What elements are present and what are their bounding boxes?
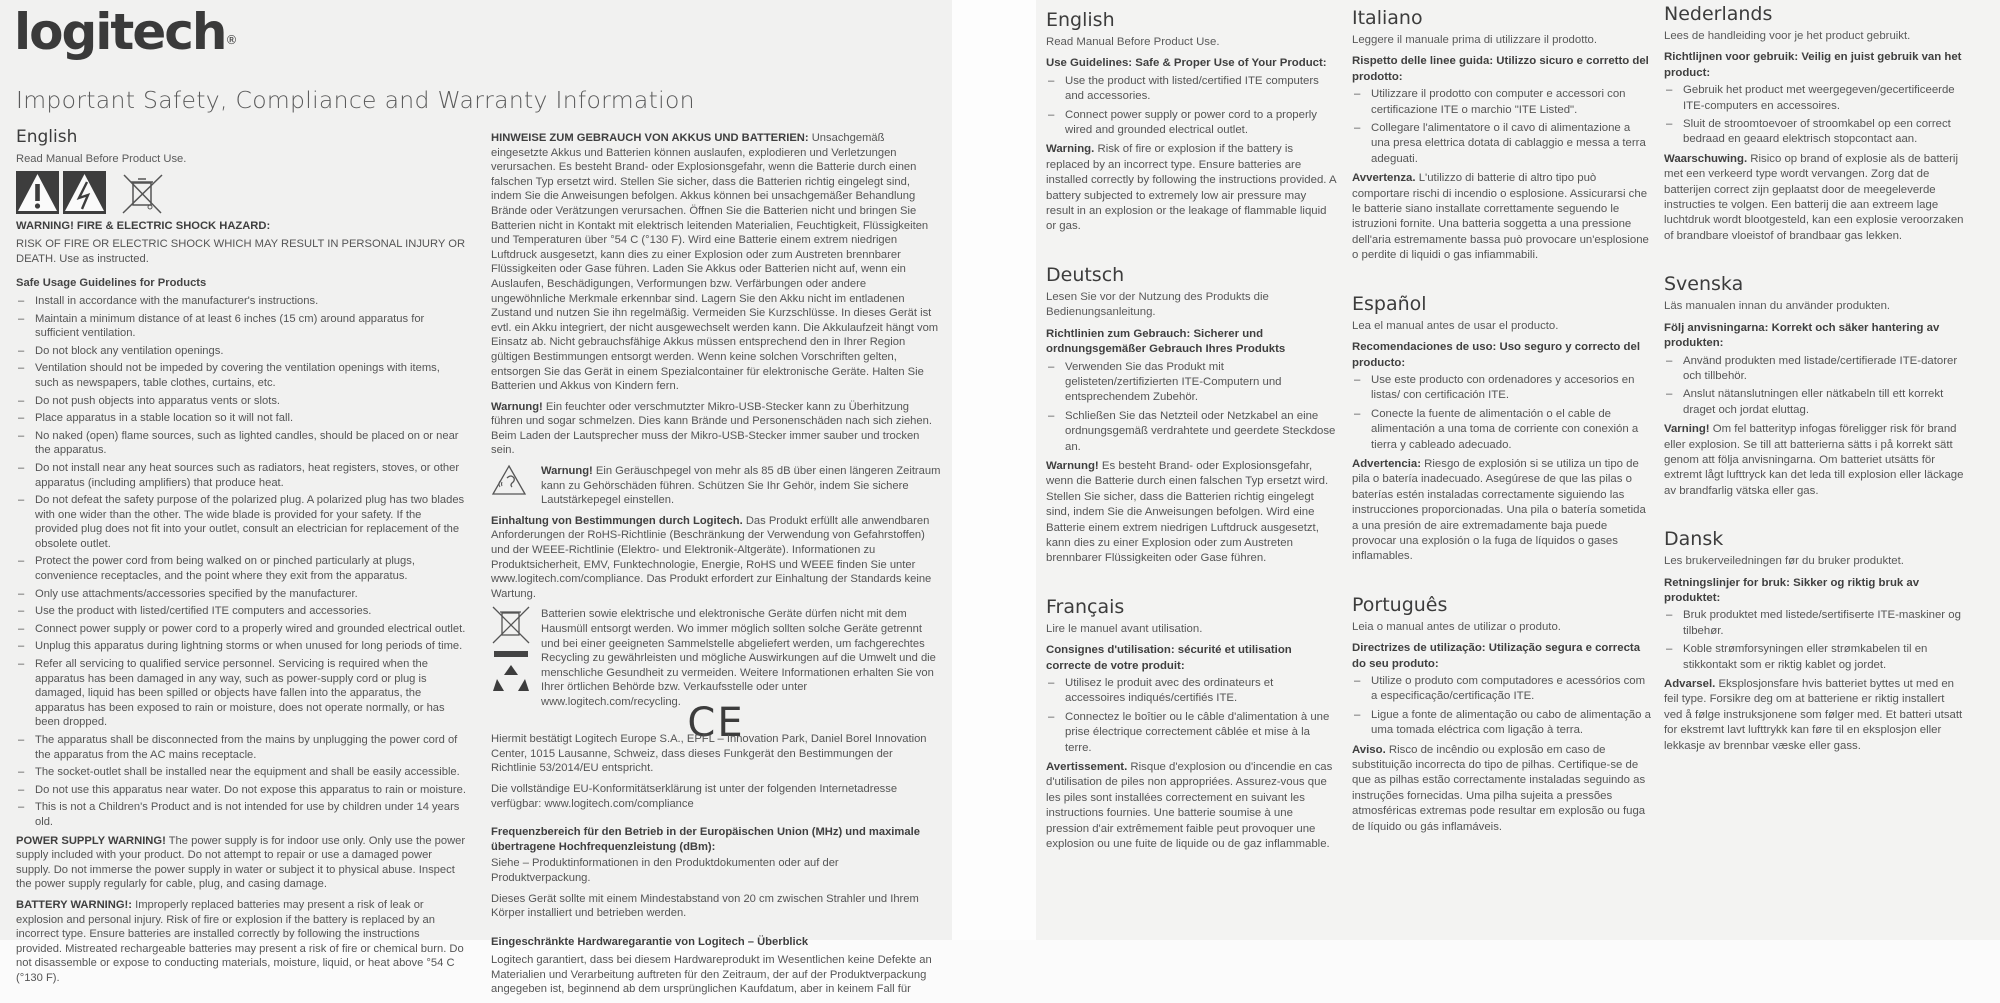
list-item: – Ligue a fonte de alimentação ou cabo de alimentação a uma tomada eléctrica com ligação à terra. <box>1352 708 1652 739</box>
guidelines-title: Use Guidelines: Safe & Proper Use of Your Product: <box>1046 57 1327 70</box>
guidelines-list <box>1352 87 1652 167</box>
warning-label: Warnung! <box>1046 459 1099 472</box>
warning-label: Warnung! <box>491 400 543 413</box>
list-item: – The socket-outlet shall be installed near the equipment and shall be easily accessible. <box>16 765 466 780</box>
guidelines-title: Rispetto delle linee guida: Utilizzo sicuro e corretto del prodotto: <box>1352 55 1649 83</box>
language-heading: Italiano <box>1352 7 1423 29</box>
warning-text: Risco de incêndio ou explosão em caso de substituição incorrecta do tipo de pilhas. Certifique-se de que as pilhas estão correctamente instaladas seguindo as instruções fornecidas. Uma pilha sujeita a pressões atmosféricas extremas pode resultar em explosão ou fuga de líquido ou gás inflamáveis. <box>1352 743 1646 833</box>
guidelines-title: Retningslinjer for bruk: Sikker og riktig bruk av produktet: <box>1664 576 1920 604</box>
declaration-of-conformity: Hiermit bestätigt Logitech Europe S.A., EPFL – Innovation Park, Daniel Borel Innovation Center, 1015 Lausanne, Schweiz, dass dieses Funkgerät den Bestimmungen der Richtlinie 53/2014/EU entspricht. <box>491 733 927 775</box>
list-item: – Only use attachments/accessories specified by the manufacturer. <box>16 587 466 602</box>
language-heading: Nederlands <box>1664 3 1773 25</box>
list-item: – Conecte la fuente de alimentación o el cable de alimentación a una toma de corriente con conexión a tierra y cableado adecuado. <box>1352 407 1652 453</box>
recycling-icons <box>491 607 531 709</box>
left-page <box>0 0 952 996</box>
german-compliance-column <box>491 131 941 1003</box>
read-manual-note: Read Manual Before Product Use. <box>16 153 187 165</box>
guidelines-title: Directrizes de utilização: Utilização segura e correcta do seu produto: <box>1352 642 1641 670</box>
read-manual-note: Les brukerveiledningen før du bruker produktet. <box>1664 555 1904 568</box>
warning-label: BATTERY WARNING!: <box>16 898 133 911</box>
right-column-2 <box>1352 6 1652 863</box>
hearing-warning-text <box>541 464 941 508</box>
list-item: – Connect power supply or power cord to a properly wired and grounded electrical outlet. <box>1046 108 1336 139</box>
list-item: – Utilisez le produit avec des ordinateurs et accessoires indiqués/certifiés ITE. <box>1046 676 1336 707</box>
right-column-1 <box>1046 8 1336 880</box>
warning-label: POWER SUPPLY WARNING! <box>16 834 166 847</box>
warning-label: Avvertenza. <box>1352 172 1416 185</box>
recycling-text: Batterien sowie elektrische und elektronische Geräte dürfen nicht mit dem Hausmüll entsorgt werden. Wo immer möglich sollten solche Geräte getrennt und bei einer geeigneten Sammelstelle abgeliefert werden, um fachgerechtes Recycling zu gewährleisten und mögliche Auswirkungen auf die Umwelt und die menschliche Gesundheit zu vermeiden. Weitere Informationen erhalten Sie von Ihrer örtlichen Behörde bzw. Verkaufsstelle oder unter www.logitech.com/recycling. <box>541 608 936 708</box>
battery-warning <box>1352 171 1652 263</box>
recycle-arrows-icon <box>493 665 529 691</box>
list-item: – Do not push objects into apparatus vents or slots. <box>16 394 466 409</box>
warning-label: Avertissement. <box>1046 761 1128 774</box>
list-item: – Do not defeat the safety purpose of the polarized plug. A polarized plug has two blades with one wider than the other. The wide blade is provided for your safety. If the provided plug does not fit into your outlet, consult an electrician for replacement of the obsolete outlet. <box>16 493 466 551</box>
hazard-icons <box>16 171 466 215</box>
notice-label: HINWEISE ZUM GEBRAUCH VON AKKUS UND BATTERIEN: <box>491 132 809 144</box>
warning-label: Advarsel. <box>1664 678 1716 690</box>
warning-text: Risque d'explosion ou d'incendie en cas d'utilisation de piles non appropriées. Assurez-vous que les piles sont installées correctement en suivant les instructions fournies. Une batterie soumise à une pression d'air extrêmement faible peut provoquer une explosion ou une fuite de liquide ou de gaz inflammable. <box>1046 761 1333 851</box>
language-block-italiano <box>1352 6 1652 264</box>
list-item: – Verwenden Sie das Produkt mit gelisteten/zertifizierten ITE-Computern und entsprechendem Zubehör. <box>1046 360 1336 406</box>
warning-label: Warning. <box>1046 143 1095 156</box>
warning-text: Risico op brand of explosie als de batterij met een verkeerd type wordt vervangen. Zorg dat de batterijen correct zijn geplaatst door de meegeleverde instructies te volgen. Een batterij die aan extreem lage luchtdruk wordt blootgesteld, kan een explosie veroorzaken of brandbare vloeistof of brandbaar gas lekken. <box>1664 152 1964 242</box>
battery-warning <box>1352 743 1652 835</box>
list-item: – Schließen Sie das Netzteil oder Netzkabel an eine ordnungsgemäß verdrahtete und geerdete Steckdose an. <box>1046 409 1336 455</box>
battery-warning <box>1046 760 1336 852</box>
warranty-title: Eingeschränkte Hardwaregarantie von Logitech – Überblick <box>491 935 809 948</box>
language-block-deutsch <box>1046 263 1336 567</box>
warning-text: The power supply is for indoor use only. Only use the power supply included with your product. Do not attempt to repair or use a damaged power supply. Do not immerse the power supply in water or subject it to physical abuse. Inspect the power supply regularly for cable, plug, and casing damage. <box>16 834 466 891</box>
read-manual-note: Leia o manual antes de utilizar o produto. <box>1352 620 1561 633</box>
frequency-title: Frequenzbereich für den Betrieb in der Europäischen Union (MHz) und maximale übertragene Hochfrequenzleistung (dBm): <box>491 826 920 853</box>
warning-text: Risk of fire or explosion if the battery is replaced by an incorrect type. Ensure batteries are installed correctly by following the instructions provided. A battery subjected to extremely low air pressure may result in an explosion or the leakage of flammable liquid or gas. <box>1046 143 1336 233</box>
list-item: – Maintain a minimum distance of at least 6 inches (15 cm) around apparatus for sufficient ventilation. <box>16 312 466 341</box>
language-block-nederlands <box>1664 2 1964 244</box>
battery-warning <box>1352 457 1652 565</box>
list-item: – Utilizzare il prodotto con computer e accessori con certificazione ITE o marchio "ITE Listed". <box>1352 87 1652 118</box>
power-supply-warning <box>16 834 466 892</box>
warning-triangle-icon <box>16 171 59 214</box>
notice-text: Unsachgemäß eingesetzte Akkus und Batterien können auslaufen, explodieren und Verletzungen verursachen. Es besteht Brand- oder Explosionsgefahr, wenn die Batterie durch einen falschen Typ ersetzt wird. Stellen Sie sicher, dass die Batterien richtig eingelegt sind, indem Sie die Anweisungen befolgen. Akkus können bei unsachgemäßer Behandlung Brände oder Verätzungen verursachen. Öffnen Sie die Batterien nicht und bringen Sie Batterien nicht in Kontakt mit elektrisch leitenden Materialien, Feuchtigkeit, Flüssigkeiten und Temperaturen über °54 C (°130 F). Wird eine Batterie einem extrem niedrigen Luftdruck ausgesetzt, kann dies zu einer Explosion oder zum Austreten brennbarer Flüssigkeiten oder Gase führen. Laden Sie Akkus oder Batterien nicht auf, wenn ein Auslaufen, Beschädigungen, Verformungen bzw. Verfärbungen oder andere ungewöhnliche Merkmale erkennbar sind. Lagern Sie den Akku nicht im entladenen Zustand und nutzen Sie ihn regelmäßig. Vermeiden Sie Kurzschlüsse. In dieses Gerät ist evtl. ein Akku integriert, der nicht ausgewechselt werden kann. Die Akkulaufzeit hängt vom Einsatz ab. Nicht gebrauchsfähige Akkus müssen entsprechend den in Ihrer Region gültigen Bestimmungen entsorgt werden. Wenn keine solchen Vorschriften gelten, entsorgen Sie das Gerät in einem Spezialcontainer für elektronische Geräte. Halten Sie Batterien und Akkus von Kindern fern. <box>491 132 939 393</box>
list-item: – Bruk produktet med listede/sertifiserte ITE-maskiner og tilbehør. <box>1664 608 1964 639</box>
hearing-warning-de <box>491 464 941 508</box>
list-item: – Gebruik het product met weergegeven/gecertificeerde ITE-computers en accessoires. <box>1664 83 1964 114</box>
guidelines-list <box>1664 608 1964 673</box>
list-item: – Protect the power cord from being walked on or pinched particularly at plugs, convenience receptacles, and the point where they exit from the apparatus. <box>16 554 466 583</box>
battery-warning <box>1046 459 1336 567</box>
compliance-de <box>491 514 941 602</box>
list-item: – Do not install near any heat sources such as radiators, heat registers, stoves, or other apparatus (including amplifiers) that produce heat. <box>16 461 466 490</box>
language-heading: English <box>1046 9 1115 31</box>
warning-text: Ein Geräuschpegel von mehr als 85 dB über einen längeren Zeitraum kann zu Gehörschäden führen. Schützen Sie Ihr Gehör, indem Sie sichere Lautstärkepegel einstellen. <box>541 465 941 507</box>
usb-warning-de <box>491 400 941 458</box>
list-item: – No naked (open) flame sources, such as lighted candles, should be placed on or near the apparatus. <box>16 429 466 458</box>
page-gutter <box>952 0 1036 940</box>
warning-text: L'utilizzo di batterie di altro tipo può comportare rischi di incendio o esplosione. Assicurarsi che le batterie siano installate correttamente seguendo le istruzioni fornite. Una batteria soggetta a una pressione dell'aria estremamente bassa può provocare un'esplosione o perdite di liquidi o gas infiammabili. <box>1352 172 1649 262</box>
recycling-notice-de <box>491 607 941 709</box>
guidelines-list <box>1664 354 1964 419</box>
registered-mark: ® <box>225 33 238 47</box>
list-item: – Collegare l'alimentatore o il cavo di alimentazione a una presa elettrica dotata di cablaggio e messa a terra adeguati. <box>1352 121 1652 167</box>
guidelines-list <box>1046 360 1336 455</box>
guidelines-list <box>1046 676 1336 756</box>
right-column-3 <box>1664 2 1964 782</box>
frequency-text: Siehe – Produktinformationen in den Produktdokumenten oder auf der Produktverpackung. <box>491 857 839 884</box>
guidelines-list <box>1664 83 1964 148</box>
warning-label: Warnung! <box>541 465 593 478</box>
language-block-english <box>1046 8 1336 235</box>
crossed-bin-weee-icon <box>120 171 164 215</box>
language-heading: English <box>16 127 78 147</box>
guidelines-list <box>1352 674 1652 739</box>
list-item: – Koble strømforsyningen eller strømkabelen til en stikkontakt som er riktig kablet og jordet. <box>1664 642 1964 673</box>
read-manual-note: Read Manual Before Product Use. <box>1046 36 1220 48</box>
list-item: – Unplug this apparatus during lightning storms or when unused for long periods of time. <box>16 639 466 654</box>
read-manual-note: Lees de handleiding voor je het product gebruikt. <box>1664 30 1911 42</box>
page-title: Important Safety, Compliance and Warranty Information <box>16 86 695 114</box>
guidelines-list <box>1046 74 1336 139</box>
battery-warning <box>1046 142 1336 234</box>
language-block-svenska <box>1664 272 1964 499</box>
list-item: – The apparatus shall be disconnected from the mains by unplugging the power cord of the apparatus from the AC mains receptacle. <box>16 733 466 762</box>
battery-warning <box>1664 677 1964 754</box>
guidelines-title: Safe Usage Guidelines for Products <box>16 277 207 290</box>
warning-label: Varning! <box>1664 423 1710 436</box>
language-heading: Svenska <box>1664 273 1744 296</box>
warning-text: Eksplosjonsfare hvis batteriet byttes ut med en feil type. Forsikre deg om at batteriene er riktig installert ved å følge instruksjonene som følger med. Et batteri utsatt for ekstremt lavt lufttrykk kan føre til en eksplosjon eller lekkasje av brennbar væske eller gass. <box>1664 678 1963 752</box>
list-item: – Use este producto con ordenadores y accesorios en listas/ con certificación ITE. <box>1352 373 1652 404</box>
language-heading: Español <box>1352 292 1427 315</box>
fire-shock-warning-text: RISK OF FIRE OR ELECTRIC SHOCK WHICH MAY RESULT IN PERSONAL INJURY OR DEATH. Use as instructed. <box>16 238 466 265</box>
warning-text: Ein feuchter oder verschmutzter Mikro-USB-Stecker kann zu Überhitzung führen und sogar schmelzen. Dies kann Brände und Personenschäden nach sich ziehen. Beim Laden der Lautsprecher muss der Mikro-USB-Stecker immer sauber und trocken sein. <box>491 400 932 457</box>
language-heading: Deutsch <box>1046 263 1125 286</box>
list-item: – Place apparatus in a stable location so it will not fall. <box>16 411 466 426</box>
eu-conformity-link: Die vollständige EU-Konformitätserklärung ist unter der folgenden Internetadresse verfügbar: www.logitech.com/compliance <box>491 782 898 810</box>
read-manual-note: Lea el manual antes de usar el producto. <box>1352 319 1559 332</box>
list-item: – Install in accordance with the manufacturer's instructions. <box>16 294 466 309</box>
compliance-text: Das Produkt erfüllt alle anwendbaren Anforderungen der RoHS-Richtlinie (Beschränkung der Verwendung von Gefahrstoffen) und der WEEE-Richtlinie (Elektro- und Elektronik-Altgeräte). Informationen zu Produktsicherheit, EMV, Funktechnologie, Energie, RoHS und WEEE finden Sie unter www.logitech.com/compliance. Das Produkt erfordert zur Einhaltung der Standards keine Wartung. <box>491 514 932 600</box>
list-item: – Use the product with listed/certified ITE computers and accessories. <box>16 604 466 619</box>
english-safety-column <box>16 125 466 992</box>
list-item: – Anslut nätanslutningen eller nätkabeln till ett korrekt draget och jordat eluttag. <box>1664 387 1964 418</box>
compliance-label: Einhaltung von Bestimmungen durch Logitech. <box>491 514 743 527</box>
warning-label: Waarschuwing. <box>1664 152 1748 165</box>
electric-shock-icon <box>63 171 106 214</box>
list-item: – Utilize o produto com computadores e acessórios com a especificação/certificação ITE. <box>1352 674 1652 705</box>
language-block-dansk <box>1664 527 1964 754</box>
list-item: – Connectez le boîtier ou le câble d'alimentation à une prise électrique correctement câblée et mise à la terre. <box>1046 710 1336 756</box>
crossed-bin-icon <box>493 607 529 643</box>
list-item: – Do not block any ventilation openings. <box>16 344 466 359</box>
guidelines-title: Recomendaciones de uso: Uso seguro y correcto del producto: <box>1352 341 1641 369</box>
language-heading: Dansk <box>1664 528 1724 551</box>
hearing-damage-icon <box>491 464 531 508</box>
warranty-text: Logitech garantiert, dass bei diesem Hardwareprodukt im Wesentlichen keine Defekte an Materialien und Verarbeitung auftreten für den Zeitraum, der auf der Produktverpackung angegeben ist, beginnend ab dem ursprünglichen Kaufdatum, aber in keinem Fall für <box>491 954 932 996</box>
list-item: – Do not use this apparatus near water. Do not expose this apparatus to rain or moisture. <box>16 783 466 798</box>
distance-text: Dieses Gerät sollte mit einem Mindestabstand von 20 cm zwischen Strahler und Ihrem Körper installiert und betrieben werden. <box>491 892 919 920</box>
language-block-francais <box>1046 595 1336 853</box>
warning-text: Es besteht Brand- oder Explosionsgefahr, wenn die Batterie durch einen falschen Typ ersetzt wird. Stellen Sie sicher, dass die Batterien richtig eingelegt sind, indem Sie die Anweisungen befolgen. Wird eine Batterie einem extrem niedrigen Luftdruck ausgesetzt, kann dies zu einer Explosion oder zum Austreten brennbarer Flüssigkeiten oder Gase führen. <box>1046 459 1329 565</box>
read-manual-note: Leggere il manuale prima di utilizzare il prodotto. <box>1352 34 1598 46</box>
battery-warning <box>1664 152 1964 244</box>
warning-text: Riesgo de explosión si se utiliza un tipo de pila o batería inadecuado. Asegúrese de que las pilas o baterías estén instaladas correctamente siguiendo las instrucciones proporcionadas. Una pila o batería sometida a una presión de aire extremadamente baja puede provocar una explosión o la fuga de líquidos o gases inflamables. <box>1352 457 1646 563</box>
ce-mark-icon: CE <box>687 699 745 746</box>
list-item: – Ventilation should not be impeded by covering the ventilation openings with items, such as newspapers, table clothes, curtains, etc. <box>16 361 466 390</box>
language-heading: Français <box>1046 595 1125 618</box>
logo-text: logitech <box>14 3 226 61</box>
list-item: – Use the product with listed/certified ITE computers and accessories. <box>1046 74 1336 105</box>
guidelines-title: Consignes d'utilisation: sécurité et utilisation correcte de votre produit: <box>1046 644 1292 672</box>
read-manual-note: Lire le manuel avant utilisation. <box>1046 622 1203 635</box>
guidelines-list <box>1352 373 1652 453</box>
language-block-espanol <box>1352 292 1652 565</box>
warning-label: Aviso. <box>1352 743 1386 756</box>
list-item: – Refer all servicing to qualified service personnel. Servicing is required when the apparatus has been damaged in any way, such as power-supply cord or plug is damaged, liquid has been spilled or objects have fallen into the apparatus, the apparatus has been exposed to rain or moisture, does not operate normally, or has been dropped. <box>16 657 466 730</box>
warning-text: Om fel batterityp infogas föreligger risk för brand eller explosion. Se till att batterierna sätts i på korrekt sätt genom att följa anvisningarna. Om batteriet utsätts för extremt lågt lufttryck kan det leda till explosion eller läckage av brandfarlig vätska eller gas. <box>1664 423 1964 497</box>
battery-notice-de <box>491 131 941 394</box>
guidelines-title: Richtlijnen voor gebruik: Veilig en juist gebruik van het product: <box>1664 51 1962 79</box>
guidelines-list <box>16 294 466 830</box>
battery-warning <box>1664 422 1964 499</box>
list-item: – This is not a Children's Product and is not intended for use by children under 14 years old. <box>16 800 466 829</box>
guidelines-title: Följ anvisningarna: Korrekt och säker hantering av produkten: <box>1664 321 1940 350</box>
list-item: – Connect power supply or power cord to a properly wired and grounded electrical outlet. <box>16 622 466 637</box>
read-manual-note: Lesen Sie vor der Nutzung des Produkts die Bedienungsanleitung. <box>1046 290 1269 319</box>
language-heading: Português <box>1352 593 1448 616</box>
fire-shock-warning-title: WARNING! FIRE & ELECTRIC SHOCK HAZARD: <box>16 219 271 232</box>
warning-label: Advertencia: <box>1352 457 1422 470</box>
guidelines-title: Richtlinien zum Gebrauch: Sicherer und ordnungsgemäßer Gebrauch Ihres Produkts <box>1046 327 1286 356</box>
battery-warning <box>16 898 466 986</box>
logitech-logo <box>14 2 237 62</box>
list-item: – Sluit de stroomtoevoer of stroomkabel op een correct bedraad en geaard elektrisch stopcontact aan. <box>1664 117 1964 148</box>
language-block-portugues <box>1352 593 1652 835</box>
warning-text: Improperly replaced batteries may present a risk of leak or explosion and personal injury. Risk of fire or explosion if the battery is replaced by an incorrect type. Ensure batteries are installed correctly by following the instructions provided. Mistreated rechargeable batteries may present a risk of fire or chemical burn. Do not disassemble or expose to conducting materials, moisture, liquid, or heat above °54 C (°130 F). <box>16 898 464 984</box>
list-item: – Använd produkten med listade/certifierade ITE-datorer och tillbehör. <box>1664 354 1964 385</box>
read-manual-note: Läs manualen innan du använder produkten. <box>1664 300 1891 313</box>
